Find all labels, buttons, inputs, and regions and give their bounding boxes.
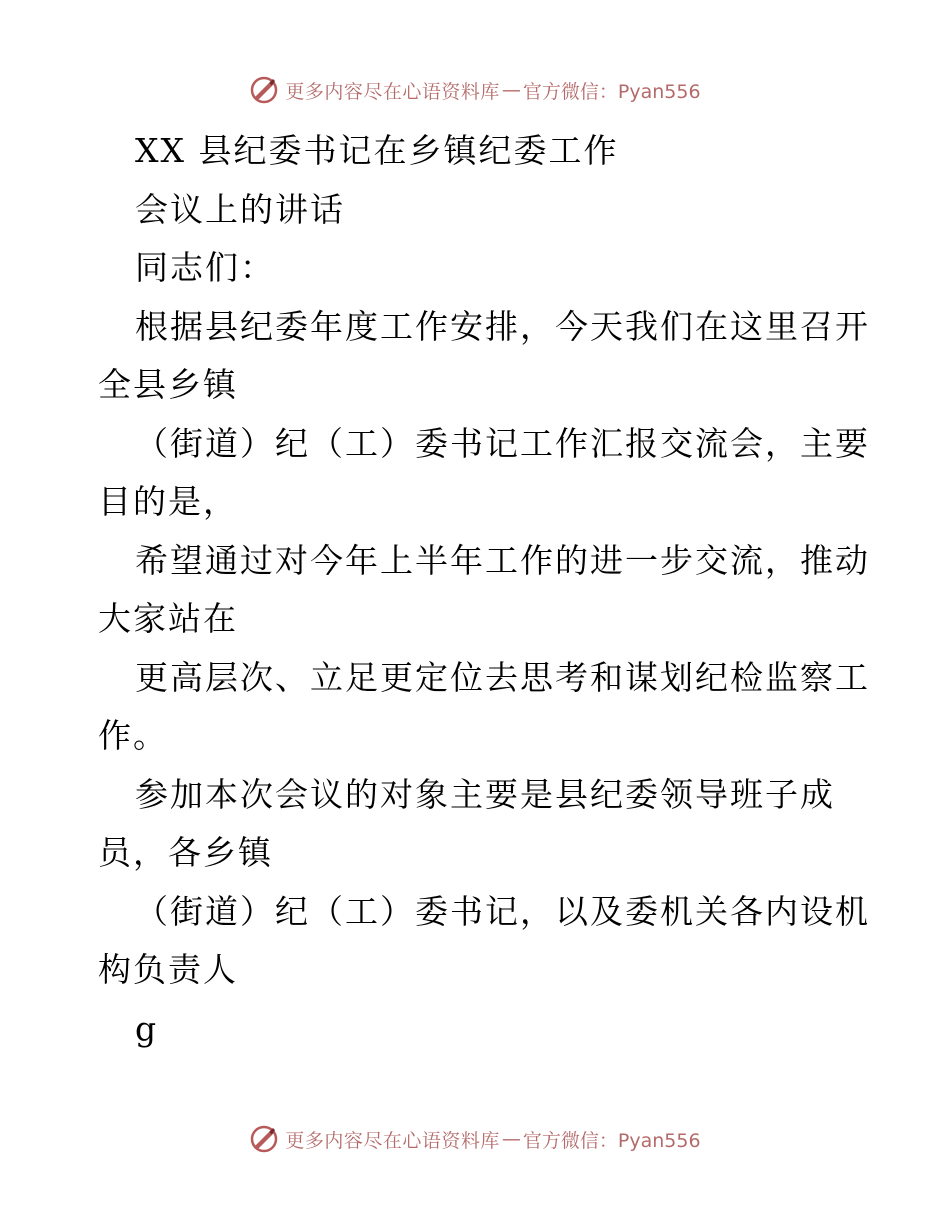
paragraph-line: 参加本次会议的对象主要是县纪委领导班子成 xyxy=(135,774,835,814)
watermark-contact: 官方微信：Pyan556 xyxy=(522,1129,701,1152)
paragraph-line: g xyxy=(135,1008,159,1048)
header-watermark xyxy=(0,73,950,107)
watermark-brand: 更多内容尽在心语资料库 xyxy=(285,1129,500,1152)
paragraph-line: （街道）纪（工）委书记工作汇报交流会，主要 xyxy=(135,423,870,463)
paragraph-line: 全县乡镇 xyxy=(98,365,238,404)
paragraph-line: 根据县纪委年度工作安排，今天我们在这里召开 xyxy=(135,306,870,346)
watermark-brand: 更多内容尽在心语资料库 xyxy=(285,80,500,103)
paragraph-line: 作。 xyxy=(98,716,168,755)
document-body xyxy=(98,122,870,1058)
salutation: 同志们： xyxy=(135,248,275,287)
paragraph-line: 目的是， xyxy=(98,482,238,521)
title-line-1: XX 县纪委书记在乡镇纪委工作 xyxy=(135,131,619,170)
pen-circle-icon xyxy=(249,1124,279,1154)
watermark-contact: 官方微信：Pyan556 xyxy=(522,80,701,103)
watermark-separator: — xyxy=(501,1128,521,1150)
watermark-separator: — xyxy=(501,79,521,101)
paragraph-line: 希望通过对今年上半年工作的进一步交流，推动 xyxy=(135,540,870,580)
footer-watermark xyxy=(0,1122,950,1156)
pen-circle-icon xyxy=(249,75,279,105)
paragraph-line: 大家站在 xyxy=(98,599,238,638)
paragraph-line: 员，各乡镇 xyxy=(98,833,273,872)
paragraph-line: 更高层次、立足更定位去思考和谋划纪检监察工 xyxy=(135,657,870,697)
paragraph-line: 构负责人 xyxy=(98,950,238,989)
paragraph-line: （街道）纪（工）委书记，以及委机关各内设机 xyxy=(135,891,870,931)
title-line-2: 会议上的讲话 xyxy=(135,189,345,229)
